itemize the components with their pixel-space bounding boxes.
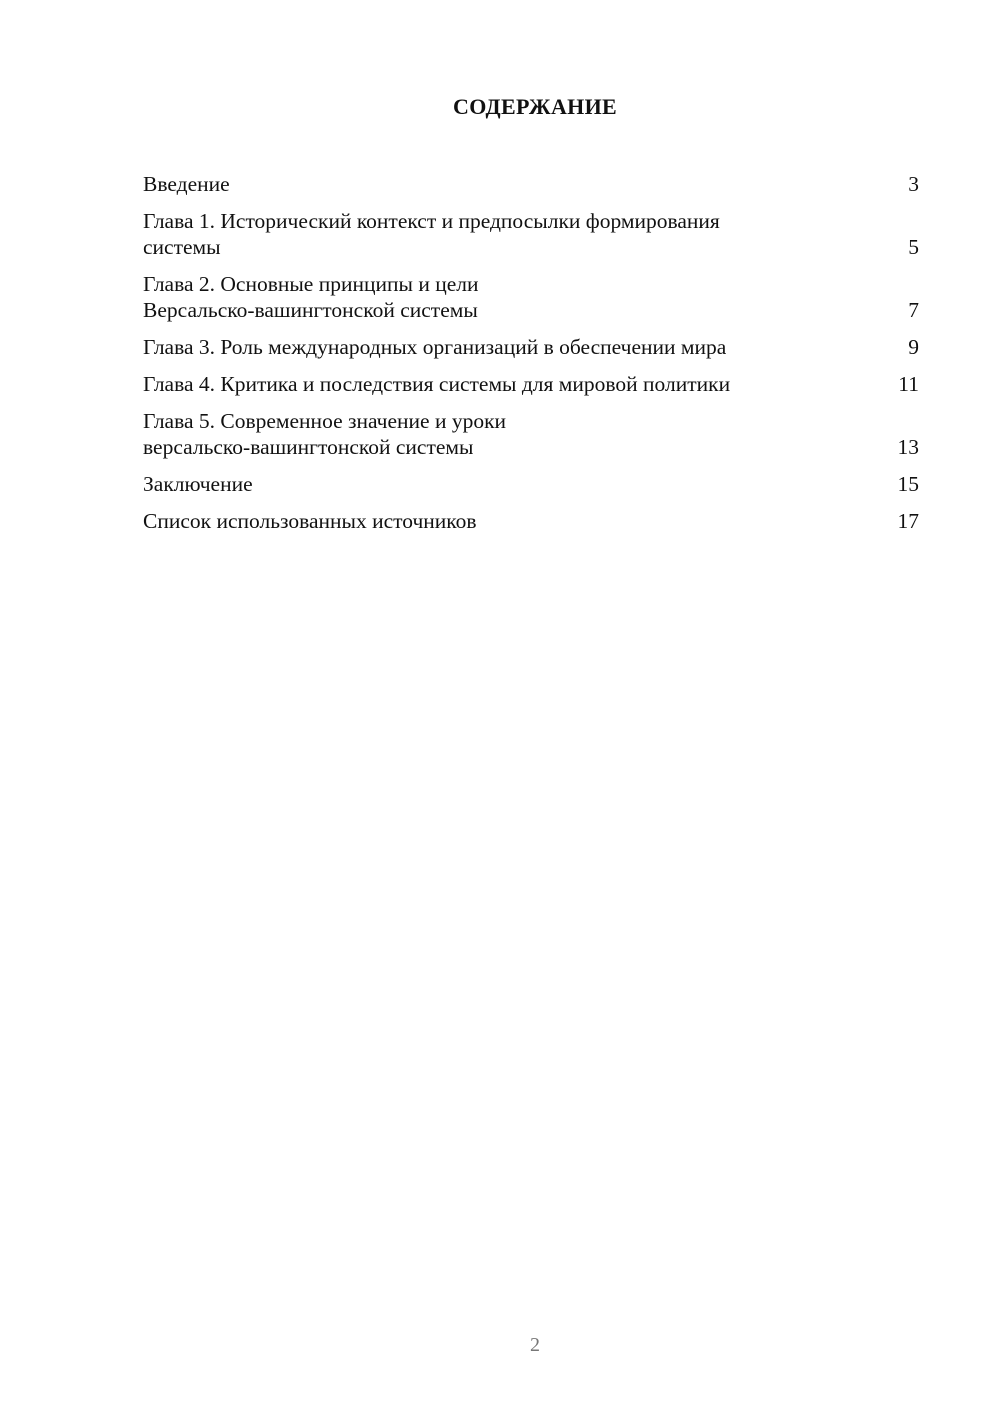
page-title: СОДЕРЖАНИЕ [453,94,617,119]
toc-entry-line: Заключение [143,472,253,496]
toc-entry-title [143,171,230,197]
footer-page-number: 2 [530,1334,540,1356]
toc-entry-page-number: 7 [908,298,919,322]
toc-entry-page-number: 5 [908,235,919,259]
toc-entry-chapter-4[interactable] [143,371,919,397]
toc-entry-line: Глава 2. Основные принципы и цели [143,272,479,296]
toc-entry-page-number: 9 [908,335,919,359]
toc-entry-line: Глава 5. Современное значение и уроки [143,409,507,433]
toc-entry-line: Глава 4. Критика и последствия системы для мировой политики [143,372,731,396]
toc-entry-conclusion[interactable] [143,471,919,497]
toc-entry-title [143,371,730,397]
table-of-contents [143,171,919,545]
toc-entry-line: Версальско-вашингтонской системы [143,298,478,322]
toc-entry-chapter-2[interactable] [143,271,919,323]
toc-entry-introduction[interactable] [143,171,919,197]
toc-entry-chapter-1[interactable] [143,208,919,260]
toc-entry-title [143,208,720,260]
toc-entry-title [143,271,479,323]
toc-entry-page-number: 17 [897,509,919,533]
toc-entry-line: Глава 1. Исторический контекст и предпосылки формирования [143,209,720,233]
toc-entry-page-number: 15 [897,472,919,496]
toc-entry-title [143,334,726,360]
toc-entry-line: системы [143,235,221,259]
toc-entry-chapter-5[interactable] [143,408,919,460]
toc-entry-references[interactable] [143,508,919,534]
toc-entry-line: Глава 3. Роль международных организаций в обеспечении мира [143,335,727,359]
toc-entry-chapter-3[interactable] [143,334,919,360]
toc-entry-line: Список использованных источников [143,509,477,533]
toc-entry-title [143,508,477,534]
toc-entry-title [143,471,253,497]
toc-entry-line: Введение [143,172,230,196]
toc-entry-line: версальско-вашингтонской системы [143,435,474,459]
toc-entry-page-number: 11 [898,372,919,396]
toc-entry-page-number: 13 [897,435,919,459]
toc-entry-page-number: 3 [908,172,919,196]
toc-entry-title [143,408,506,460]
